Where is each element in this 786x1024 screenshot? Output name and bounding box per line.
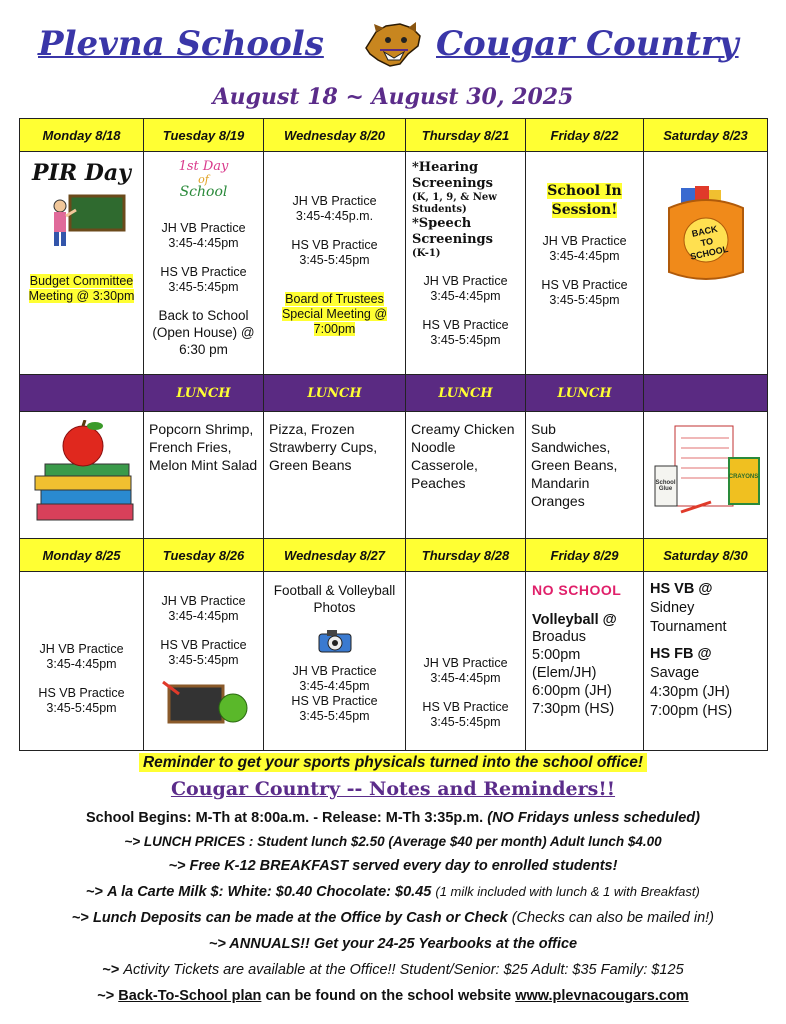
- notes-title: Cougar Country -- Notes and Reminders!!: [170, 778, 616, 800]
- day-header: Wednesday 8/27: [264, 539, 406, 572]
- game-time: 5:00pm (Elem/JH): [532, 647, 597, 681]
- note-lunch-prices: ~> LUNCH PRICES : Student lunch $2.50 (Average $40 per month) Adult lunch $4.00: [124, 834, 662, 849]
- jh-vb-time: 3:45-4:45pm: [46, 657, 117, 671]
- speech-screenings-grades: (K-1): [412, 248, 441, 259]
- backpack-icon: BACK TO SCHOOL: [661, 186, 751, 286]
- budget-meeting-event: Budget Committee Meeting @ 3:30pm: [28, 274, 135, 303]
- note-back-to-school-plan: ~> Back-To-School plan can be found on the school website www.plevnacougars.com: [97, 988, 689, 1004]
- lunch-label: LUNCH: [406, 375, 526, 412]
- website-link[interactable]: www.plevnacougars.com: [515, 988, 689, 1004]
- calendar-table: [19, 118, 768, 751]
- hs-fb-event: HS FB @: [650, 646, 712, 662]
- lunch-label: LUNCH: [264, 375, 406, 412]
- hs-vb-practice: HS VB Practice: [422, 700, 509, 714]
- game-time: 7:00pm (HS): [650, 703, 733, 719]
- day-cell-wed-8-27: [264, 572, 406, 751]
- day-cell-sat-8-23: [644, 152, 768, 375]
- volleyball-location: Broadus: [532, 629, 587, 645]
- open-house-event: Back to School (Open House) @ 6:30 pm: [152, 308, 255, 357]
- hs-vb-time: 3:45-5:45pm: [299, 253, 370, 267]
- game-time: 7:30pm (HS): [532, 701, 615, 717]
- note-school-hours: School Begins: M-Th at 8:00a.m. - Release: M-Th 3:35p.m. (NO Fridays unless scheduled): [86, 810, 700, 826]
- jh-vb-time: 3:45-4:45p.m.: [295, 209, 374, 223]
- game-time: 6:00pm (JH): [532, 683, 612, 699]
- cougar-mascot-icon: [360, 20, 426, 70]
- week2-header-row: [20, 539, 768, 572]
- jh-vb-time: 3:45-4:45pm: [430, 289, 501, 303]
- day-cell-wed-8-20: [264, 152, 406, 375]
- jh-vb-practice: JH VB Practice: [39, 642, 124, 656]
- jh-vb-time: 3:45-4:45pm: [549, 249, 620, 263]
- volleyball-event: Volleyball @: [532, 612, 617, 628]
- note-lunch-deposits: ~> Lunch Deposits can be made at the Office by Cash or Check (Checks can also be mailed in!): [72, 910, 714, 926]
- hs-vb-time: 3:45-5:45pm: [46, 701, 117, 715]
- game-time: 4:30pm (JH): [650, 684, 730, 700]
- jh-vb-practice: JH VB Practice: [542, 234, 627, 248]
- lunch-menu-thu: Creamy Chicken Noodle Casserole, Peaches: [406, 412, 526, 539]
- chalkboard-apple-icon: [159, 678, 249, 728]
- hs-vb-time: 3:45-5:45pm: [430, 333, 501, 347]
- hs-vb-time: 3:45-5:45pm: [549, 293, 620, 307]
- day-header: Friday 8/29: [526, 539, 644, 572]
- jh-vb-practice: JH VB Practice: [423, 656, 508, 670]
- day-cell-thu-8-21: [406, 152, 526, 375]
- hs-vb-practice: HS VB Practice: [38, 686, 125, 700]
- hs-vb-event: HS VB @: [650, 581, 713, 597]
- lunch-label: LUNCH: [526, 375, 644, 412]
- day-cell-mon-8-18: [20, 152, 144, 375]
- jh-vb-practice: JH VB Practice: [161, 221, 246, 235]
- lunch-label: LUNCH: [144, 375, 264, 412]
- school-supplies-cell: [644, 412, 768, 539]
- back-to-school-plan-link[interactable]: Back-To-School plan: [118, 988, 262, 1004]
- day-header: Monday 8/25: [20, 539, 144, 572]
- day-header: Tuesday 8/26: [144, 539, 264, 572]
- week1-row: [20, 152, 768, 375]
- no-school-label: NO SCHOOL: [532, 582, 622, 598]
- hs-vb-time: 3:45-5:45pm: [168, 280, 239, 294]
- hs-vb-practice: HS VB Practice: [541, 278, 628, 292]
- jh-vb-practice: JH VB Practice: [292, 194, 377, 208]
- hearing-screenings: *Hearing Screenings: [412, 160, 493, 191]
- jh-vb-time: 3:45-4:45pm: [430, 671, 501, 685]
- hs-vb-practice: HS VB Practice: [422, 318, 509, 332]
- day-header: Thursday 8/28: [406, 539, 526, 572]
- lunch-menu-row: [20, 412, 768, 539]
- speech-screenings: *Speech Screenings: [412, 216, 493, 247]
- day-header: Friday 8/22: [526, 119, 644, 152]
- hs-vb-time: 3:45-5:45pm: [168, 653, 239, 667]
- hs-vb-time: 3:45-5:45pm: [430, 715, 501, 729]
- board-meeting-event: Board of Trustees Special Meeting @ 7:00pm: [281, 292, 388, 336]
- hs-vb-practice: HS VB Practice: [291, 694, 378, 708]
- day-cell-thu-8-28: [406, 572, 526, 751]
- week1-header-row: [20, 119, 768, 152]
- jh-vb-practice: JH VB Practice: [292, 664, 377, 678]
- hs-fb-location: Savage: [650, 665, 700, 681]
- hs-vb-practice: HS VB Practice: [160, 638, 247, 652]
- day-header: Thursday 8/21: [406, 119, 526, 152]
- day-header: Wednesday 8/20: [264, 119, 406, 152]
- day-header: Monday 8/18: [20, 119, 144, 152]
- note-breakfast: ~> Free K-12 BREAKFAST served every day to enrolled students!: [168, 858, 618, 874]
- day-cell-tue-8-26: [144, 572, 264, 751]
- hearing-screenings-grades: (K, 1, 9, & New Students): [412, 192, 497, 215]
- first-day-of-school-logo: 1st Day of School: [178, 159, 229, 200]
- day-cell-sat-8-30: [644, 572, 768, 751]
- school-in-session-event: School In Session!: [547, 183, 622, 218]
- lunch-header-row: [20, 375, 768, 412]
- page-header: [0, 20, 786, 72]
- teacher-chalkboard-icon: [48, 192, 128, 252]
- pir-day-title: PIR Day: [32, 160, 131, 186]
- day-header: Saturday 8/23: [644, 119, 768, 152]
- note-annuals: ~> ANNUALS!! Get your 24-25 Yearbooks at the office: [208, 936, 578, 952]
- day-header: Tuesday 8/19: [144, 119, 264, 152]
- jh-vb-time: 3:45-4:45pm: [168, 236, 239, 250]
- page-title-right: Cougar Country: [436, 24, 739, 64]
- hs-vb-time: 3:45-5:45pm: [299, 709, 370, 723]
- jh-vb-time: 3:45-4:45pm: [168, 609, 239, 623]
- note-activity-tickets: ~> Activity Tickets are available at the Office!! Student/Senior: $25 Adult: $35 Family: $125: [102, 962, 684, 978]
- hs-vb-location: Sidney Tournament: [650, 600, 727, 635]
- day-cell-fri-8-22: [526, 152, 644, 375]
- lunch-menu-fri: Sub Sandwiches, Green Beans, Mandarin Oranges: [526, 412, 644, 539]
- hs-vb-practice: HS VB Practice: [291, 238, 378, 252]
- lunch-menu-tue: Popcorn Shrimp, French Fries, Melon Mint Salad: [144, 412, 264, 539]
- day-cell-mon-8-25: [20, 572, 144, 751]
- jh-vb-practice: JH VB Practice: [423, 274, 508, 288]
- apple-books-cell: [20, 412, 144, 539]
- jh-vb-time: 3:45-4:45pm: [299, 679, 370, 693]
- camera-icon: [315, 626, 355, 656]
- school-supplies-icon: School Glue CRAYONS: [651, 422, 761, 522]
- apple-books-icon: [27, 420, 137, 530]
- day-cell-tue-8-19: [144, 152, 264, 375]
- note-milk: ~> A la Carte Milk $: White: $0.40 Chocolate: $0.45 (1 milk included with lunch & 1 with Breakfast): [86, 884, 700, 900]
- photos-event: Football & Volleyball Photos: [273, 583, 396, 615]
- date-range: August 18 ~ August 30, 2025: [212, 84, 574, 110]
- hs-vb-practice: HS VB Practice: [160, 265, 247, 279]
- lunch-menu-wed: Pizza, Frozen Strawberry Cups, Green Beans: [264, 412, 406, 539]
- day-cell-fri-8-29: [526, 572, 644, 751]
- jh-vb-practice: JH VB Practice: [161, 594, 246, 608]
- week2-row: [20, 572, 768, 751]
- page-title-left: Plevna Schools: [38, 24, 324, 64]
- day-header: Saturday 8/30: [644, 539, 768, 572]
- physicals-reminder: Reminder to get your sports physicals turned into the school office!: [0, 754, 786, 772]
